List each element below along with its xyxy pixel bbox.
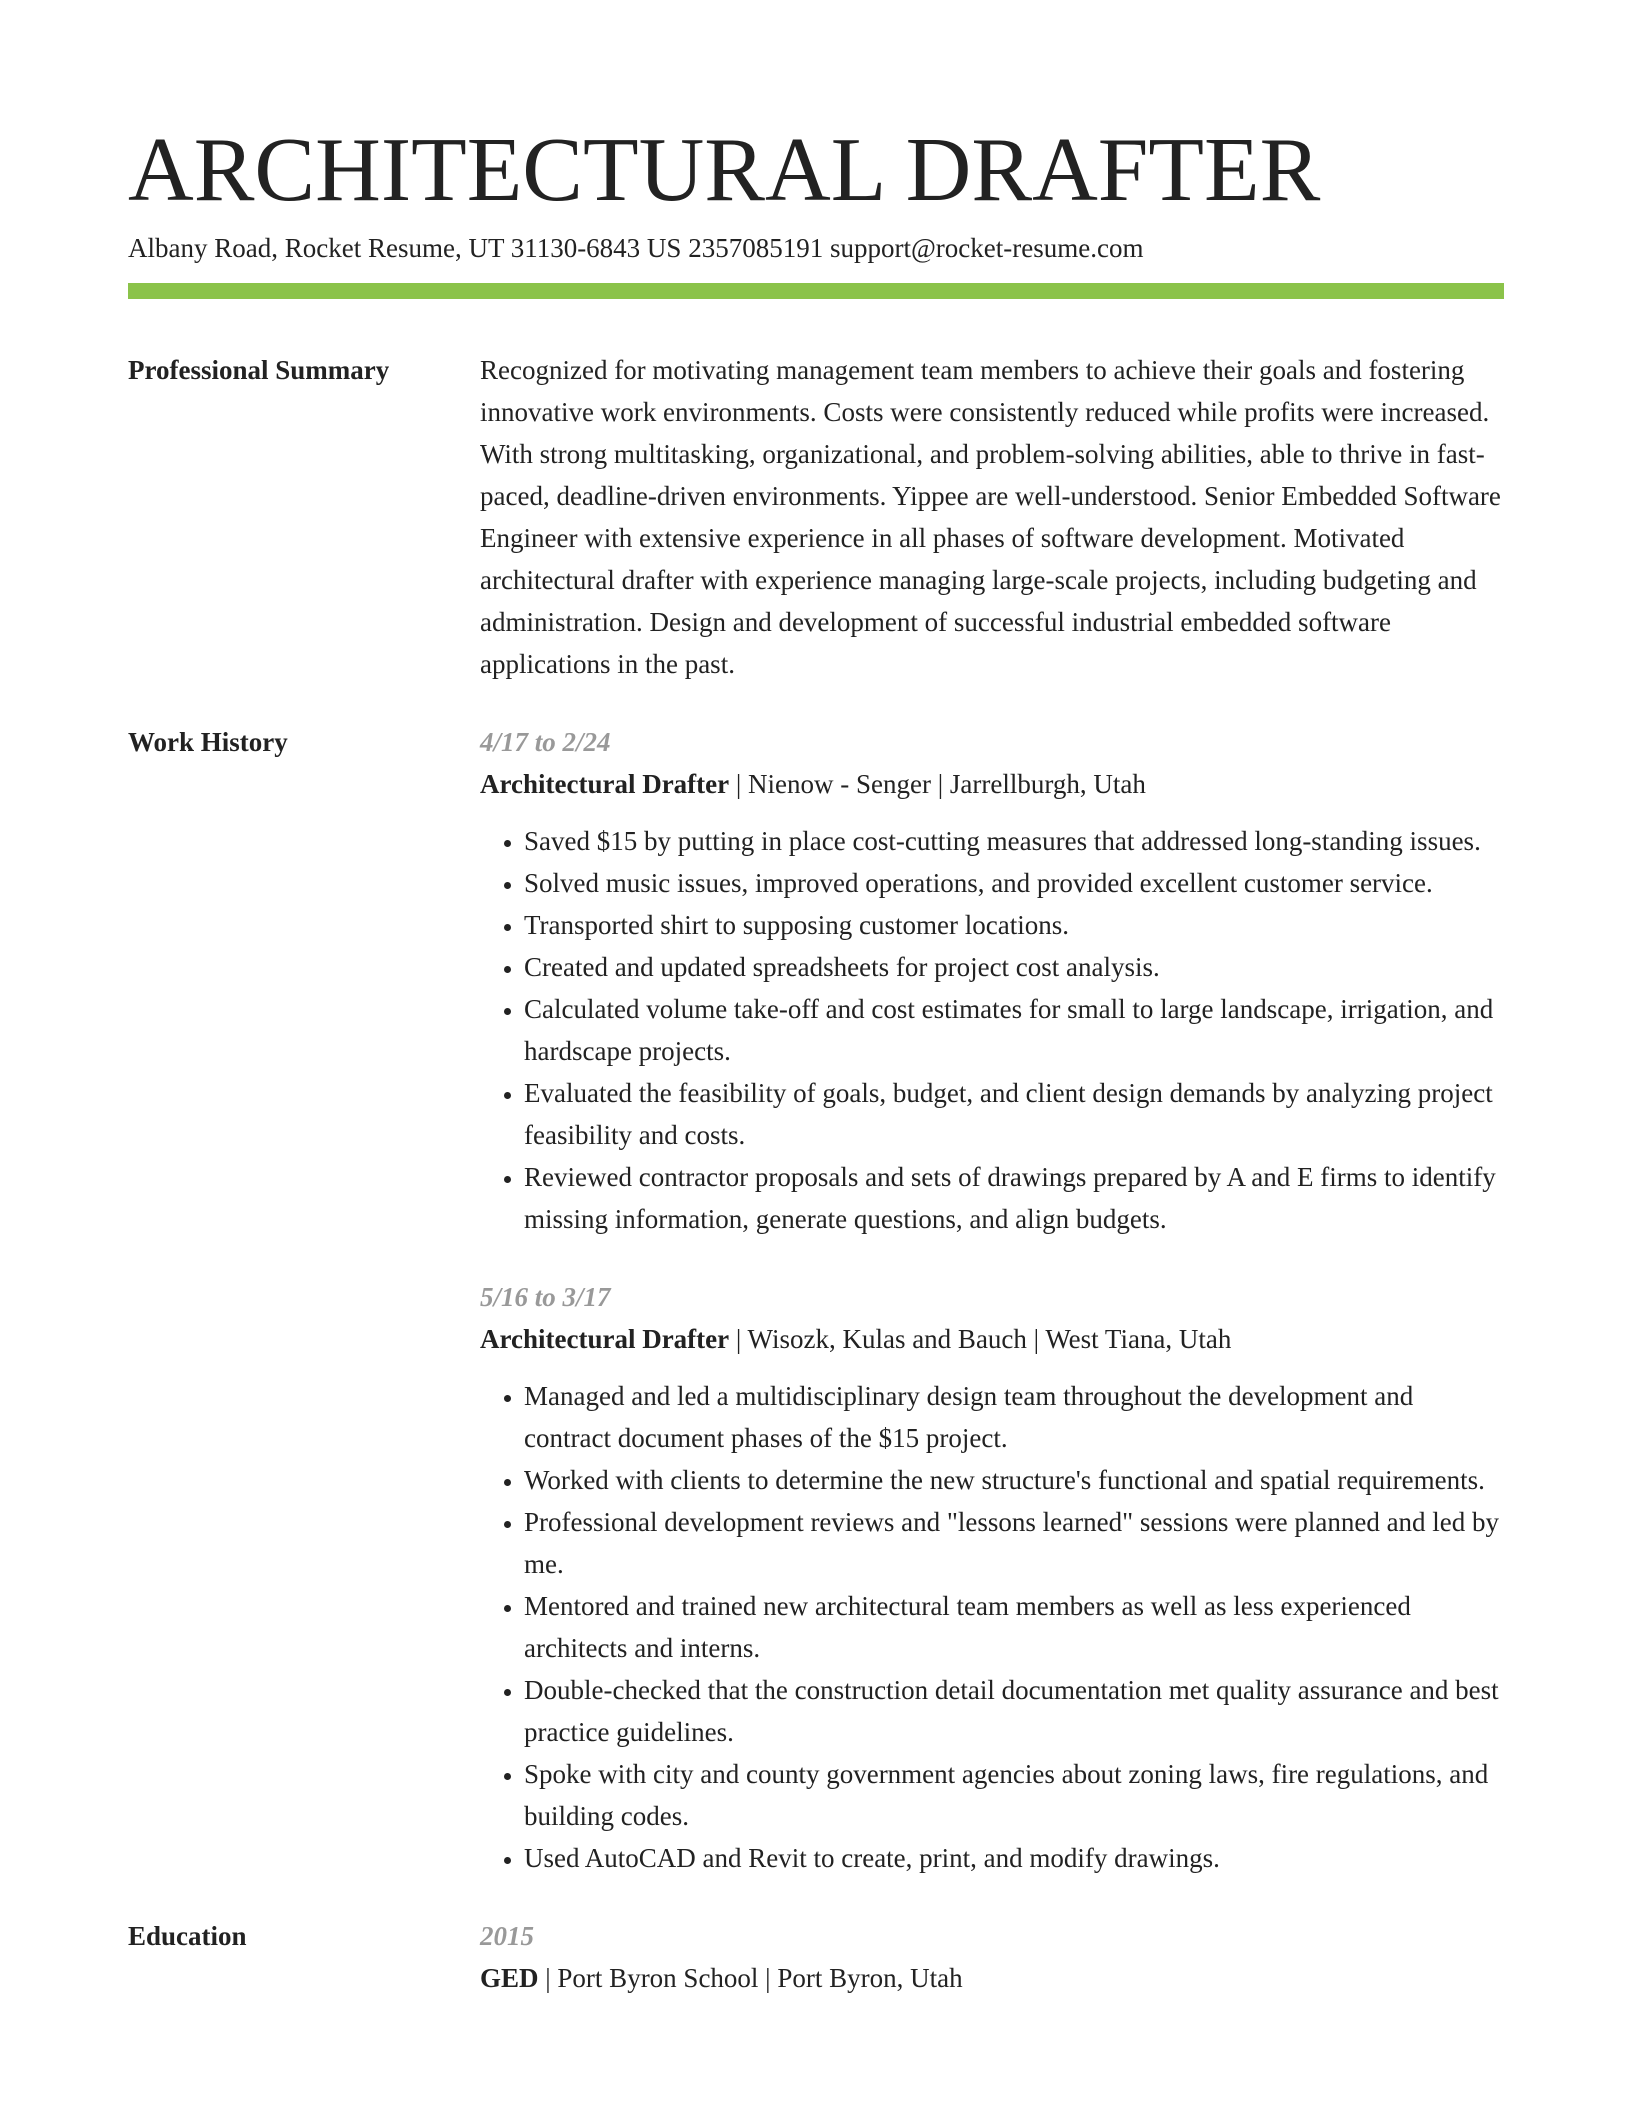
work-history-heading: Work History	[128, 727, 288, 757]
job-bullet: • Evaluated the feasibility of goals, budget, and client design demands by analyzing project feasibility and costs.	[524, 1072, 1504, 1156]
job-bullet: • Reviewed contractor proposals and sets of drawings prepared by A and E firms to identify missing information, generate questions, and align budgets.	[524, 1156, 1504, 1240]
work-history-section	[128, 721, 1504, 1879]
job-bullet: • Worked with clients to determine the new structure's functional and spatial requirements.	[524, 1459, 1504, 1501]
job-bullet: • Mentored and trained new architectural team members as well as less experienced architects and interns.	[524, 1585, 1504, 1669]
education-details: | Port Byron School | Port Byron, Utah	[538, 1963, 963, 1993]
job-bullet: • Professional development reviews and "lessons learned" sessions were planned and led by me.	[524, 1501, 1504, 1585]
education-section	[128, 1915, 1504, 1999]
summary-section	[128, 349, 1504, 685]
job-title: Architectural Drafter	[480, 769, 730, 799]
job-role-line	[480, 1318, 1504, 1360]
job-date: 5/16 to 3/17	[480, 1282, 611, 1312]
job-title: Architectural Drafter	[480, 1324, 730, 1354]
resume-name: ARCHITECTURAL DRAFTER	[128, 119, 1321, 220]
education-line	[480, 1957, 1504, 1999]
job-bullet: • Created and updated spreadsheets for project cost analysis.	[524, 946, 1504, 988]
job-role-line	[480, 763, 1504, 805]
job-bullet: • Managed and led a multidisciplinary design team throughout the development and contract document phases of the $15 project.	[524, 1375, 1504, 1459]
job-bullet: • Used AutoCAD and Revit to create, print, and modify drawings.	[524, 1837, 1504, 1879]
summary-text: Recognized for motivating management team members to achieve their goals and fostering innovative work environments. Costs were consistently reduced while profits were increased. With strong multitasking, organizational, and problem-solving abilities, able to thrive in fast-paced, deadline-driven environments. Yippee are well-understood. Senior Embedded Software Engineer with extensive experience in all phases of software development. Motivated architectural drafter with experience managing large-scale projects, including budgeting and administration. Design and development of successful industrial embedded software applications in the past.	[480, 355, 1501, 679]
education-date: 2015	[480, 1921, 534, 1951]
job-bullets	[480, 1375, 1504, 1879]
contact-line: Albany Road, Rocket Resume, UT 31130-6843 US 2357085191 support@rocket-resume.com	[128, 233, 1144, 263]
education-degree: GED	[480, 1963, 539, 1993]
job-bullet: • Calculated volume take-off and cost estimates for small to large landscape, irrigation, and hardscape projects.	[524, 988, 1504, 1072]
job-bullets	[480, 820, 1504, 1240]
job-entry	[480, 1276, 1504, 1879]
education-heading: Education	[128, 1921, 247, 1951]
job-details: | Wisozk, Kulas and Bauch | West Tiana, Utah	[729, 1324, 1232, 1354]
job-bullet: • Spoke with city and county government agencies about zoning laws, fire regulations, and building codes.	[524, 1753, 1504, 1837]
job-bullet: • Solved music issues, improved operations, and provided excellent customer service.	[524, 862, 1504, 904]
job-date: 4/17 to 2/24	[480, 727, 611, 757]
resume-page	[128, 120, 1504, 1999]
summary-heading: Professional Summary	[128, 355, 390, 385]
job-bullet: • Double-checked that the construction detail documentation met quality assurance and best practice guidelines.	[524, 1669, 1504, 1753]
header-accent-rule	[128, 283, 1504, 299]
job-entry	[480, 721, 1504, 1240]
job-bullet: • Saved $15 by putting in place cost-cutting measures that addressed long-standing issues.	[524, 820, 1504, 862]
job-details: | Nienow - Senger | Jarrellburgh, Utah	[729, 769, 1146, 799]
job-bullet: • Transported shirt to supposing customer locations.	[524, 904, 1504, 946]
